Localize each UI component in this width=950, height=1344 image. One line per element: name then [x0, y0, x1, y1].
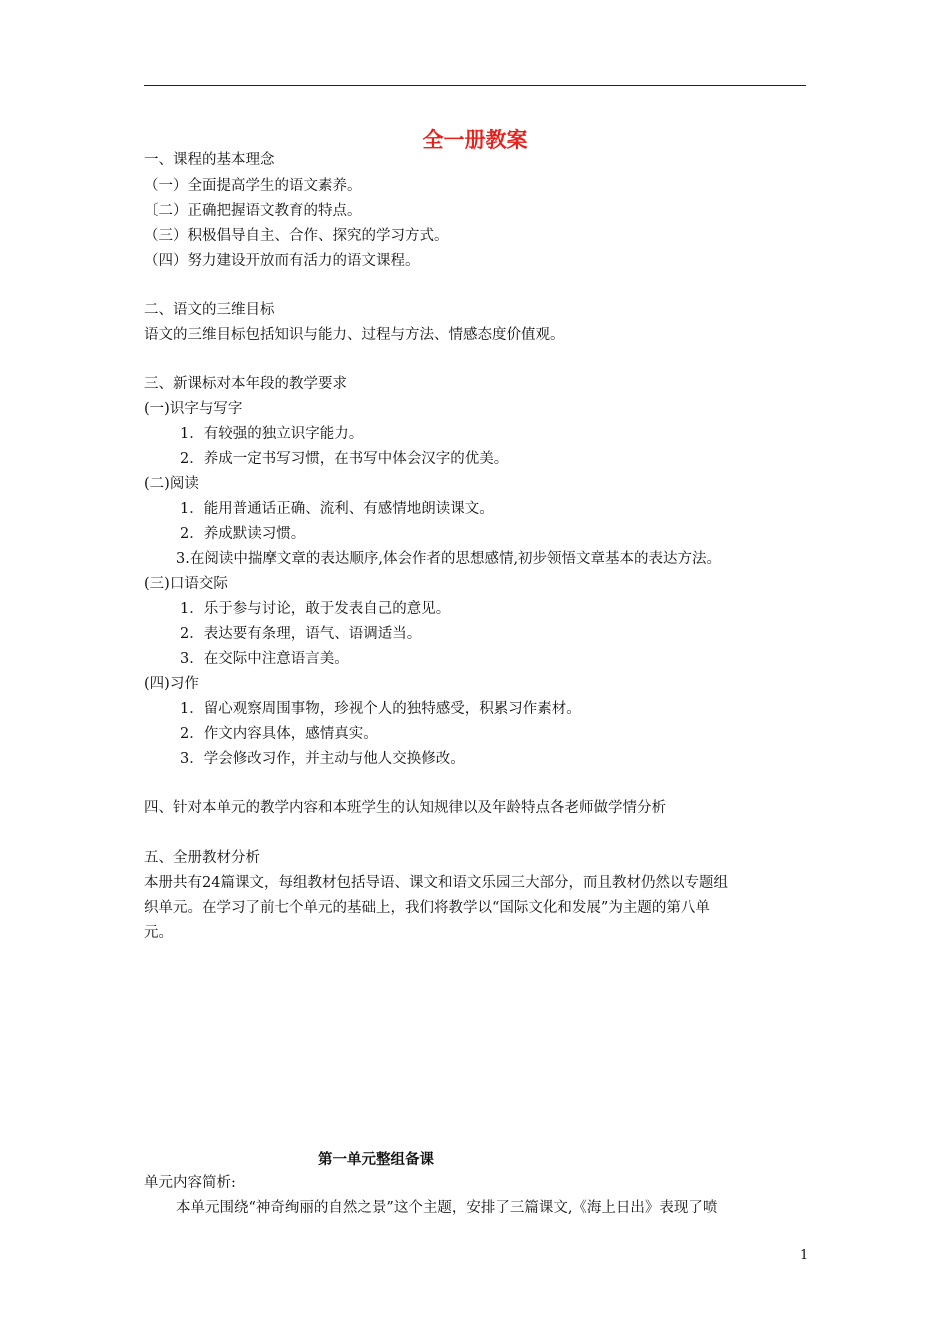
unit-paragraph: 本单元围绕“神奇绚丽的自然之景”这个主题，安排了三篇课文,《海上日出》表现了喷 [176, 1200, 718, 1216]
section-heading-2: 二、语文的三维目标 [144, 302, 275, 318]
paragraph-line: 织单元。在学习了前七个单元的基础上，我们将教学以“国际文化和发展”为主题的第八单 [144, 900, 710, 916]
page-number: 1 [800, 1248, 809, 1263]
section-heading-5: 五、全册教材分析 [144, 850, 260, 866]
section-heading-1: 一、课程的基本理念 [144, 152, 275, 168]
paragraph-line: 元。 [144, 925, 173, 941]
list-item: （一）全面提高学生的语文素养。 [144, 178, 362, 194]
page-title: 全一册教案 [422, 128, 528, 152]
list-item: 1．留心观察周围事物，珍视个人的独特感受，积累习作素材。 [180, 701, 581, 717]
list-item: 2．表达要有条理，语气、语调适当。 [180, 626, 422, 642]
sub-heading: (一)识字与写字 [144, 401, 243, 417]
list-item: 2．养成一定书写习惯，在书写中体会汉字的优美。 [180, 451, 509, 467]
list-item: 1．乐于参与讨论，敢于发表自己的意见。 [180, 601, 451, 617]
list-item: 〔二）正确把握语文教育的特点。 [144, 203, 362, 219]
unit-heading: 第一单元整组备课 [318, 1152, 434, 1168]
paragraph: 语文的三维目标包括知识与能力、过程与方法、情感态度价值观。 [144, 327, 565, 343]
list-item: 2．养成默读习惯。 [180, 526, 306, 542]
section-heading-4: 四、针对本单元的教学内容和本班学生的认知规律以及年龄特点各老师做学情分析 [144, 800, 666, 816]
list-item: 1．能用普通话正确、流利、有感情地朗读课文。 [180, 501, 494, 517]
list-item: 3.在阅读中揣摩文章的表达顺序,体会作者的思想感情,初步领悟文章基本的表达方法。 [176, 551, 722, 567]
sub-heading: (四)习作 [144, 676, 199, 692]
list-item: 1．有较强的独立识字能力。 [180, 426, 364, 442]
list-item: （三）积极倡导自主、合作、探究的学习方式。 [144, 228, 449, 244]
unit-subheading: 单元内容简析: [144, 1175, 236, 1191]
header-rule [144, 85, 806, 86]
list-item: （四）努力建设开放而有活力的语文课程。 [144, 253, 420, 269]
paragraph-line: 本册共有24篇课文，每组教材包括导语、课文和语文乐园三大部分，而且教材仍然以专题组 [144, 875, 728, 891]
list-item: 3．学会修改习作，并主动与他人交换修改。 [180, 751, 465, 767]
sub-heading: (三)口语交际 [144, 576, 228, 592]
sub-heading: (二)阅读 [144, 476, 199, 492]
list-item: 3．在交际中注意语言美。 [180, 651, 349, 667]
list-item: 2．作文内容具体，感情真实。 [180, 726, 378, 742]
section-heading-3: 三、新课标对本年段的教学要求 [144, 376, 347, 392]
